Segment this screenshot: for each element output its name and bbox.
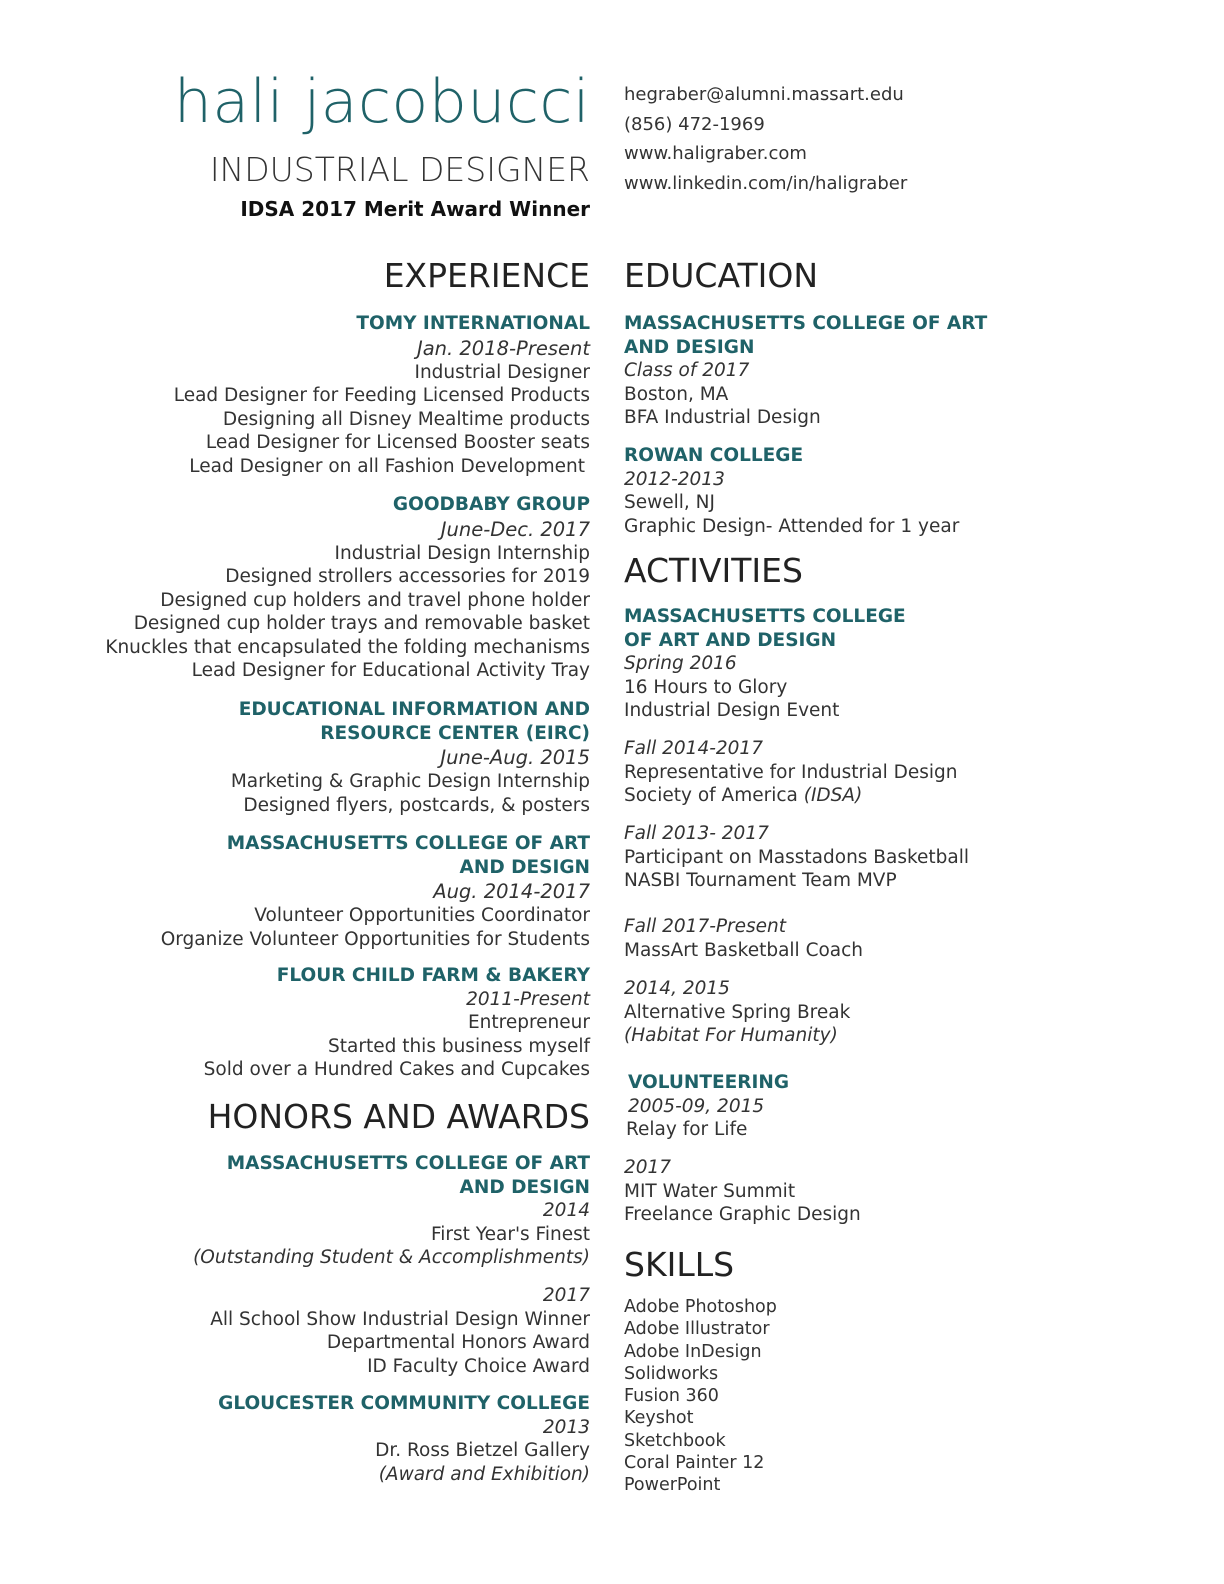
honors-heading: HONORS AND AWARDS	[207, 1097, 590, 1136]
award-line: IDSA 2017 Merit Award Winner	[240, 197, 590, 221]
experience-entry	[30, 832, 590, 951]
entry-line: NASBI Tournament Team MVP	[624, 870, 897, 891]
entry-line: Entrepreneur	[467, 1012, 590, 1033]
entry-date: 2017	[542, 1285, 590, 1306]
entry-date: Spring 2016	[624, 653, 737, 674]
award-title: All School Show Industrial Design Winner	[210, 1308, 590, 1330]
entry-date: 2012-2013	[624, 468, 725, 490]
award-title: Dr. Ross Bietzel Gallery	[375, 1440, 590, 1461]
activity-entry	[624, 822, 1094, 893]
entry-note: (Habitat For Humanity)	[624, 1025, 838, 1046]
contact-email[interactable]: hegraber@alumni.massart.edu	[624, 84, 904, 105]
skills-list	[624, 1296, 1094, 1497]
entry-line: Designing all Disney Mealtime products	[222, 408, 590, 430]
experience-entry	[30, 964, 590, 1082]
entry-line: Alternative Spring Break	[624, 1001, 851, 1023]
entry-line: MIT Water Summit	[624, 1180, 796, 1202]
entry-line: Volunteer Opportunities Coordinator	[254, 905, 590, 926]
entry-line: 16 Hours to Glory	[624, 676, 788, 698]
org-name: AND DESIGN	[459, 856, 590, 878]
entry-line: Participant on Masstadons Basketball	[624, 846, 970, 868]
org-name: RESOURCE CENTER (EIRC)	[320, 722, 590, 744]
entry-line: Lead Designer for Feeding Licensed Products	[173, 385, 590, 406]
skill-item: Adobe Photoshop	[624, 1297, 777, 1317]
experience-entry	[30, 698, 590, 817]
entry-date: 2014, 2015	[624, 978, 730, 999]
honors-entry	[30, 1152, 590, 1270]
entry-line: Sold over a Hundred Cakes and Cupcakes	[203, 1059, 590, 1080]
entry-line: Lead Designer for Educational Activity Tray	[191, 660, 590, 681]
org-name: AND DESIGN	[624, 336, 755, 358]
entry-line: Organize Volunteer Opportunities for Students	[160, 928, 590, 950]
org-name: OF ART AND DESIGN	[624, 629, 837, 651]
contact-website[interactable]: www.haligraber.com	[624, 143, 807, 164]
award-title: ID Faculty Choice Award	[367, 1355, 590, 1377]
entry-line: MassArt Basketball Coach	[624, 939, 864, 961]
org-name: ROWAN COLLEGE	[624, 445, 804, 466]
skill-item: Keyshot	[624, 1408, 694, 1429]
entry-line: Lead Designer for Licensed Booster seats	[205, 432, 590, 453]
volunteering-heading: VOLUNTEERING	[628, 1072, 790, 1093]
volunteering-entry	[628, 1071, 1098, 1142]
entry-line: Sewell, NJ	[624, 492, 715, 513]
entry-line: BFA Industrial Design	[624, 407, 821, 428]
org-name: MASSACHUSETTS COLLEGE	[624, 606, 906, 627]
job-title: INDUSTRIAL DESIGNER	[209, 150, 590, 189]
contact-phone[interactable]: (856) 472-1969	[624, 113, 765, 135]
entry-line: Designed cup holders and travel phone holder	[160, 589, 590, 611]
entry-line: Industrial Design Event	[624, 700, 840, 721]
education-entry	[624, 444, 1094, 538]
skill-item: Sketchbook	[624, 1430, 726, 1451]
entry-line: Boston, MA	[624, 383, 729, 405]
entry-line: Representative for Industrial Design	[624, 761, 958, 783]
entry-line-abbrev: (IDSA)	[803, 785, 863, 806]
entry-line: Freelance Graphic Design	[624, 1204, 861, 1225]
honors-entry	[30, 1392, 590, 1486]
entry-date: June-Aug. 2015	[440, 746, 590, 769]
honors-entry	[30, 1284, 590, 1378]
volunteering-entry	[624, 1156, 1094, 1227]
activity-entry	[624, 915, 1094, 962]
activity-entry	[624, 737, 1094, 808]
activities-heading: ACTIVITIES	[624, 551, 803, 590]
award-title: Departmental Honors Award	[326, 1332, 590, 1353]
experience-entry	[30, 312, 590, 478]
education-heading: EDUCATION	[624, 256, 819, 295]
org-name: EDUCATIONAL INFORMATION AND	[238, 699, 590, 720]
entry-line: Designed strollers accessories for 2019	[225, 566, 590, 587]
entry-date: Jan. 2018-Present	[416, 336, 590, 360]
skill-item: PowerPoint	[624, 1475, 721, 1496]
entry-line: Designed flyers, postcards, & posters	[243, 794, 590, 816]
entry-line: Industrial Designer	[414, 361, 590, 383]
entry-date: Aug. 2014-2017	[433, 880, 590, 903]
entry-date: 2005-09, 2015	[628, 1095, 765, 1117]
skill-item: Fusion 360	[624, 1386, 719, 1407]
entry-date: Fall 2014-2017	[624, 738, 763, 759]
activity-entry	[624, 605, 1094, 723]
org-name: GOODBABY GROUP	[392, 494, 590, 515]
org-name: AND DESIGN	[459, 1176, 590, 1198]
entry-line: Relay for Life	[626, 1119, 748, 1140]
entry-date: 2017	[624, 1157, 672, 1178]
name-heading: hali jacobucci	[173, 67, 590, 137]
skills-heading: SKILLS	[624, 1245, 735, 1284]
entry-line: Knuckles that encapsulated the folding mechanisms	[105, 636, 590, 658]
experience-entry	[30, 493, 590, 683]
award-note: (Outstanding Student & Accomplishments)	[193, 1247, 590, 1268]
entry-date: Class of 2017	[624, 360, 750, 381]
activity-entry	[624, 977, 1094, 1048]
skill-item: Coral Painter 12	[624, 1453, 765, 1474]
org-name: MASSACHUSETTS COLLEGE OF ART	[226, 1153, 590, 1174]
entry-line-text: Society of America	[624, 785, 804, 806]
org-name: MASSACHUSETTS COLLEGE OF ART	[226, 833, 590, 854]
entry-line: Started this business myself	[328, 1035, 590, 1057]
entry-line	[624, 784, 1094, 808]
entry-date: 2011-Present	[466, 988, 590, 1010]
skill-item: Adobe Illustrator	[624, 1319, 770, 1340]
entry-date: Fall 2013- 2017	[624, 823, 769, 844]
org-name: GLOUCESTER COMMUNITY COLLEGE	[218, 1393, 590, 1414]
entry-date: June-Dec. 2017	[440, 517, 590, 541]
award-title: First Year's Finest	[430, 1223, 590, 1245]
contact-block	[624, 80, 907, 198]
skill-item: Solidworks	[624, 1363, 719, 1384]
skill-item: Adobe InDesign	[624, 1341, 762, 1362]
entry-line: Graphic Design- Attended for 1 year	[624, 515, 960, 537]
org-name: MASSACHUSETTS COLLEGE OF ART	[624, 313, 988, 334]
entry-date: 2014	[542, 1200, 590, 1221]
award-note: (Award and Exhibition)	[378, 1463, 590, 1485]
contact-linkedin[interactable]: www.linkedin.com/in/haligraber	[624, 172, 908, 194]
org-name: TOMY INTERNATIONAL	[356, 313, 590, 334]
entry-line: Industrial Design Internship	[334, 542, 590, 564]
experience-heading: EXPERIENCE	[383, 256, 590, 295]
entry-line: Marketing & Graphic Design Internship	[230, 771, 590, 792]
org-name: FLOUR CHILD FARM & BAKERY	[276, 965, 590, 986]
entry-date: 2013	[542, 1416, 590, 1438]
entry-line: Lead Designer on all Fashion Development	[189, 455, 585, 477]
education-entry	[624, 312, 1094, 430]
entry-date: Fall 2017-Present	[624, 916, 787, 937]
entry-line: Designed cup holder trays and removable basket	[133, 613, 590, 634]
